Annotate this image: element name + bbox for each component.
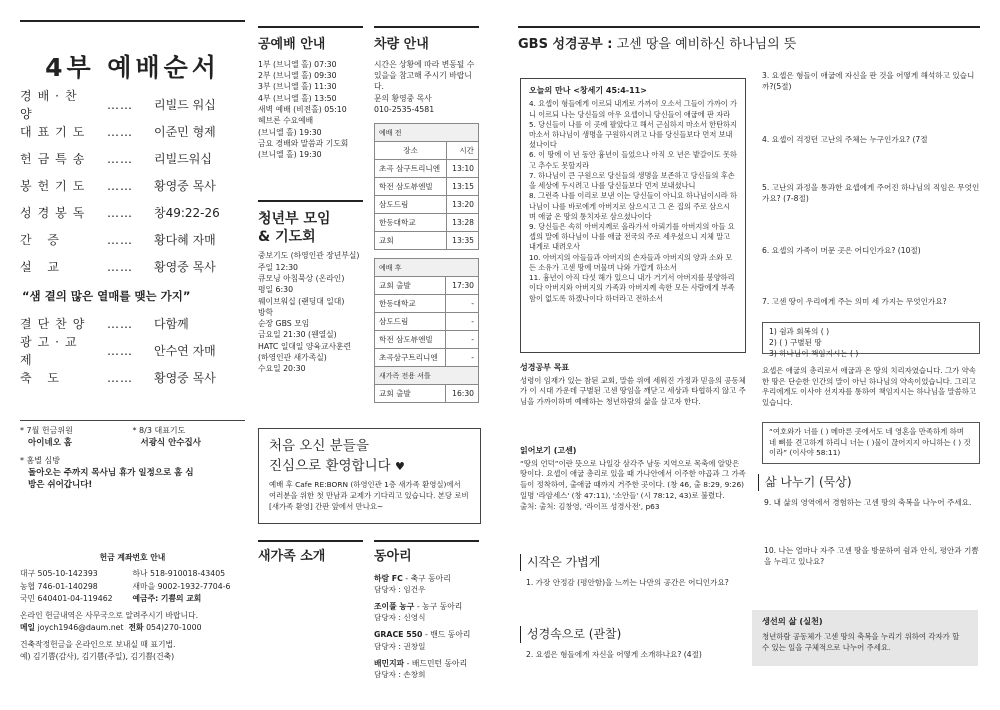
further-body: “땅의 언덕”이란 뜻으로 나일강 삼각주 남동 지역으로 목축에 알맞은 땅이다. 요셉이 애굽 총리로 있을 때 가나안에서 이주한 야곱과 그 가족들이 정착하여, 출애굽 때까지 거주한 곳이다. (창 46, 출 8:29, 9:26) 일명 '라암세스' (창 47:11), '소안들' (시 78:12, 43)로 불렸다. — [520, 458, 746, 500]
verse: 8. 그런즉 나를 이리로 보낸 이는 당신들이 아니요 하나님이시라 하나님이 나를 바로에게 아버지로 삼으시고 그 온 집의 주로 삼으시며 애굽 온 땅의 통치자로 삼으셨나이다 — [529, 191, 737, 221]
question: 5. 고난의 과정을 통과한 요셉에게 주어진 하나님의 직임은 무엇인가요? (7-8절) — [762, 183, 980, 203]
goal-body: 성령이 임재가 있는 참된 교회, 말씀 위에 세워진 가정과 믿음의 공동체가 이 시대 가운데 구별된 고센 땅임을 깨닫고 세상과 타협하지 않고 주님을 가까이하며 예배하는 청년하람의 삶을 살고자 한다. — [520, 375, 746, 407]
table-caption: 예배 후 — [375, 259, 479, 277]
order-row — [20, 119, 245, 146]
bank-account: 국민 640401-04-119462 — [20, 594, 113, 604]
account-holder: 예금주: 기쁨의 교회 — [132, 594, 202, 604]
club-desc: - 배드민턴 동아리 — [404, 658, 468, 668]
club-title: 동아리 — [374, 549, 412, 564]
verse: 4. 요셉이 형들에게 이르되 내게로 가까이 오소서 그들이 가까이 가니 이르되 나는 당신들의 아우 요셉이니 당신들이 애굽에 판 자라 — [529, 99, 737, 119]
table-row — [375, 160, 479, 178]
youth-item: 금요일 21:30 (웬열실) — [258, 330, 337, 340]
scripture-quote: “여호와가 너를 ( ) 메마른 곳에서도 네 영혼을 만족하게 하며 네 뼈를 견고하게 하리니 너는 ( )물이 끊어지지 아니하는 ( ) 것이라” (이사야 58:11) — [762, 422, 980, 464]
club-desc: - 농구 동아리 — [414, 602, 463, 612]
table-cell: 학전 삼도뷰엔빌 — [375, 331, 446, 349]
order-value: 창49:22-26 — [154, 205, 220, 220]
club-item — [374, 601, 479, 612]
order-rows — [20, 89, 245, 281]
shuttle-phone: 010-2535-4581 — [374, 105, 435, 115]
reading-title: 오늘의 만나 <창세기 45:4-11> — [529, 86, 647, 95]
table-cell: 13:35 — [447, 232, 479, 250]
table-cell: 삼도드림 — [375, 196, 447, 214]
youth-item: 웨이브워십 (랜딩대 일대) — [258, 296, 345, 306]
verse: 10. 아버지의 아들들과 아버지의 손자들과 아버지의 양과 소와 모든 소유가 고센 땅에 머물며 나와 가깝게 하소서 — [529, 252, 733, 272]
order-row — [20, 335, 245, 367]
order-label: 축 도 — [20, 370, 65, 385]
life-sharing — [758, 474, 980, 567]
practice-box — [752, 610, 978, 666]
bank-account: 대구 505-10-142393 — [20, 569, 98, 579]
note-label: * 8/3 대표기도 — [132, 426, 186, 435]
goal-title: 성경공부 목표 — [520, 363, 570, 372]
table-cell: 한동대학교 — [375, 214, 447, 232]
table-row — [375, 232, 479, 250]
youth-item: 주일 12:30 — [258, 262, 299, 272]
youth-item: 중보기도 (하영인관 장년부실) — [258, 251, 360, 261]
schedule-row: (브니엘 홀) 19:30 — [258, 127, 322, 137]
shuttle-title: 차량 안내 — [374, 37, 429, 52]
youth-item: 순장 GBS 모임 — [258, 319, 310, 329]
order-label: 경배·찬양 — [20, 89, 83, 121]
bank-info — [20, 552, 245, 664]
table-cell: 교회 — [375, 232, 447, 250]
schedule-row: 헤브론 수요예배 — [258, 116, 314, 126]
note-label: * 7월 헌금위원 — [20, 426, 73, 435]
worship-schedule — [258, 26, 363, 161]
shuttle-before-table — [374, 123, 479, 250]
youth-item: HATC 일대일 양육교사훈련 — [258, 341, 352, 351]
order-row — [20, 146, 245, 173]
announcement-notes — [20, 420, 245, 491]
gbs-subject: 고센 땅을 예비하신 하나님의 뜻 — [612, 37, 797, 52]
choice: 2) ( ) 구별된 땅 — [769, 338, 822, 347]
schedule-row: 새벽 예배 (비전홀) 05:10 — [258, 105, 347, 115]
tel-number: 054)270-1000 — [146, 623, 202, 633]
welcome-box — [258, 428, 481, 524]
youth-title-line: & 기도회 — [258, 229, 316, 246]
welcome-line: 처음 오신 분들을 — [269, 438, 369, 454]
bank-account: 농협 746-01-140298 — [20, 581, 98, 591]
observation-section — [520, 626, 746, 660]
club-desc: - 밴드 동아리 — [422, 630, 471, 640]
order-row — [20, 173, 245, 200]
order-label: 광고·교제 — [20, 335, 83, 367]
further-title: 읽어보기 (고센) — [520, 446, 577, 455]
order-dots: …… — [107, 151, 133, 166]
practice-title: 생선의 삶 (실천) — [762, 616, 823, 626]
question: 2. 요셉은 형들에게 자신을 어떻게 소개하나요? (4절) — [526, 650, 702, 660]
youth-item: 큐모닝 아침묵상 (온라인) — [258, 273, 345, 283]
club-desc: - 축구 동아리 — [402, 573, 451, 583]
tel-label: 전화 — [128, 623, 144, 633]
club-leader: 담당자 : 신영식 — [374, 613, 426, 623]
observation-title: 성경속으로 (관찰) — [520, 626, 746, 643]
blank-choices — [762, 322, 980, 358]
table-cell: 교회 출발 — [375, 277, 446, 295]
heart-icon: ♥ — [394, 459, 405, 473]
bank-contact — [20, 622, 245, 634]
question: 3. 요셉은 형들이 애굽에 자신을 판 것을 어떻게 해석하고 있습니까?(5절) — [762, 71, 975, 91]
order-row — [20, 227, 245, 254]
order-dots: …… — [107, 316, 133, 331]
club-leader: 담당자 : 임건우 — [374, 585, 426, 595]
order-value: 이준민 형제 — [154, 124, 216, 139]
order-dots: …… — [107, 343, 133, 358]
club-name: 조이풀 농구 — [374, 602, 415, 612]
order-row — [20, 254, 245, 281]
order-row — [20, 89, 245, 121]
club-name: 배민지파 — [374, 658, 405, 668]
mail-label: 메일 — [20, 623, 36, 633]
scripture-reading — [520, 78, 746, 353]
bank-account: 하나 518-910018-43405 — [132, 569, 226, 579]
order-value: 황영중 목사 — [154, 259, 216, 274]
table-cell: 13:28 — [447, 214, 479, 232]
order-label: 결단찬양 — [20, 316, 91, 331]
worship-order — [20, 20, 245, 392]
warmup-section — [520, 554, 746, 588]
further-reading — [520, 445, 746, 512]
order-value: 황다혜 자매 — [154, 232, 216, 247]
note-value: 서광식 안수집사 — [140, 437, 201, 448]
shuttle-contact: 문의 황영중 목사 — [374, 93, 432, 103]
club-leader: 담당자 : 손창희 — [374, 670, 426, 680]
youth-title-line: 청년부 모임 — [258, 211, 331, 227]
table-cell: 삼도드림 — [375, 313, 446, 331]
gbs-header — [518, 26, 980, 55]
youth-item: 평일 6:30 — [258, 285, 294, 295]
shuttle-after-table — [374, 258, 479, 403]
practice-body: 청년하람 공동체가 고센 땅의 축복을 누리기 위하여 각자가 할 수 있는 일을 구체적으로 나누어 주세요. — [762, 631, 960, 652]
bank-note: 온라인 헌금내역은 사무국으로 알려주시기 바랍니다. — [20, 610, 199, 620]
order-value: 안수연 자매 — [154, 343, 216, 358]
table-cell: 17:30 — [446, 277, 479, 295]
order-dots: …… — [107, 97, 133, 112]
table-cell: 초곡 삼구트리니엔 — [375, 160, 447, 178]
order-label: 간 증 — [20, 232, 65, 247]
warmup-title: 시작은 가볍게 — [520, 554, 746, 571]
order-label: 봉헌기도 — [20, 178, 91, 193]
further-source: 출처: 출처: 김창영, '라이프 성경사전', p63 — [520, 501, 660, 511]
club-name: GRACE 550 — [374, 630, 423, 640]
note-label: * 홈별 심방 — [20, 455, 60, 465]
youth-item: 수요일 20:30 — [258, 364, 306, 374]
verse: 9. 당신들은 속히 아버지께로 올라가서 아뢰기를 아버지의 아들 요셉의 말에 하나님이 나를 애굽 전국의 주로 세우셨으니 지체 말고 내게로 내려오사 — [529, 221, 735, 252]
table-cell: 학전 삼도뷰엔빌 — [375, 178, 447, 196]
new-family-section — [258, 540, 363, 571]
youth-item: (하영인관 새가족실) — [258, 353, 327, 363]
youth-meetings — [258, 200, 363, 375]
shuttle-desc: 있을을 참고해 주시기 바랍니다. — [374, 71, 472, 92]
schedule-row: 1부 (브니엘 홀) 07:30 — [258, 59, 337, 69]
schedule-row: 3부 (브니엘 홀) 11:30 — [258, 82, 337, 92]
mail-address[interactable]: joych1946@daum.net — [37, 623, 124, 633]
table-cell: 16:30 — [446, 385, 479, 403]
question: 4. 요셉이 걱정던 고난의 주체는 누구인가요? (7절 — [762, 135, 928, 144]
order-label: 헌금특송 — [20, 151, 91, 166]
order-rows-after — [20, 311, 245, 392]
order-value: 리빌드 워십 — [154, 97, 216, 112]
order-dots: …… — [107, 232, 133, 247]
note-value: 돌아오는 주까지 목사님 휴가 일정으로 홈 심방은 쉬어갑니다! — [28, 467, 194, 490]
verse: 6. 이 땅에 이 년 동안 흉년이 들었으나 아직 오 년은 밭갈이도 못하고 추수도 못할지라 — [529, 150, 737, 170]
club-item — [374, 629, 479, 640]
order-value: 리빌드워십 — [154, 151, 212, 166]
shuttle-info — [374, 26, 479, 403]
table-cell: 13:20 — [447, 196, 479, 214]
verse: 11. 흉년이 아직 다섯 해가 있으니 내가 거기서 아버지를 봉양하리이다 아버지와 아버지의 가족과 아버지께 속한 모든 사람에게 부족함이 없도록 하겠나이다 하더라고 전하소서 — [529, 273, 735, 303]
bank-note: 예) 김기쁨(감사), 김기쁨(주일), 김기쁨(건축) — [20, 652, 175, 662]
order-label: 설 교 — [20, 259, 65, 274]
welcome-line: 진심으로 환영합니다 — [269, 457, 391, 474]
youth-items — [258, 250, 363, 374]
table-cell: 한동대학교 — [375, 295, 446, 313]
table-caption: 예배 전 — [375, 124, 479, 142]
order-dots: …… — [107, 370, 133, 385]
order-label: 대표기도 — [20, 124, 91, 139]
table-caption: 새가족 전용 셔틀 — [375, 367, 479, 385]
order-dots: …… — [107, 178, 133, 193]
question: 7. 고센 땅이 우리에게 주는 의미 세 가지는 무엇인가요? — [762, 297, 947, 306]
verse-list — [529, 99, 737, 303]
order-row — [20, 365, 245, 392]
club-section — [374, 540, 479, 680]
life-title: 삶 나누기 (묵상) — [758, 474, 980, 491]
question: 9. 내 삶의 영역에서 경험하는 고센 땅의 축복을 나누어 주세요. — [764, 498, 972, 508]
new-family-title: 새가족 소개 — [258, 549, 326, 564]
table-row — [375, 196, 479, 214]
club-item — [374, 658, 479, 669]
schedule-row: 금요 경배와 말씀과 기도회 — [258, 138, 349, 148]
gbs-label: GBS 성경공부 : — [518, 37, 613, 52]
order-dots: …… — [107, 205, 133, 220]
bank-note: 건축작정헌금을 온라인으로 보내실 때 표기법. — [20, 639, 176, 649]
sermon-title: “샘 곁의 많은 열매를 맺는 가지” — [22, 288, 191, 303]
shuttle-desc: 시간은 상황에 따라 변동될 수 — [374, 59, 475, 69]
verse: 5. 당신들이 나를 이 곳에 팔았다고 해서 근심하지 마소서 한탄하지 마소서 하나님이 생명을 구원하시려고 나를 당신들보다 먼저 보내셨나이다 — [529, 119, 737, 150]
note-value: 아이네오 홈 — [28, 437, 73, 448]
table-cell: 교회 출발 — [375, 385, 446, 403]
schedule-row: 4부 (브니엘 홀) 13:50 — [258, 93, 337, 103]
order-label: 성경봉독 — [20, 205, 91, 220]
order-row — [20, 200, 245, 227]
table-row — [375, 178, 479, 196]
worship-schedule-rows — [258, 59, 363, 161]
schedule-row: (브니엘 홀) 19:30 — [258, 150, 322, 160]
table-row — [375, 214, 479, 232]
order-value: 황영중 목사 — [154, 370, 216, 385]
choice: 3) 하나님이 책임지시는 ( ) — [769, 349, 859, 358]
table-cell: - — [446, 295, 479, 313]
order-dots: …… — [107, 259, 133, 274]
table-row — [375, 349, 479, 367]
welcome-heading — [269, 437, 470, 476]
col-header: 시간 — [447, 142, 479, 160]
youth-title — [258, 210, 363, 246]
youth-item: 방학 — [258, 307, 274, 317]
table-cell: - — [446, 349, 479, 367]
club-leader: 담당자 : 권창일 — [374, 641, 426, 651]
worship-schedule-title: 공예배 안내 — [258, 37, 326, 52]
table-row — [375, 295, 479, 313]
question: 6. 요셉의 가족이 머문 곳은 어디인가요? (10절) — [762, 246, 921, 255]
order-value: 다함께 — [154, 316, 189, 331]
question: 10. 나는 얼마나 자주 고센 땅을 방문하여 쉼과 안식, 평안과 기쁨을 누리고 있나요? — [764, 546, 979, 567]
table-cell: 13:10 — [447, 160, 479, 178]
club-list — [374, 573, 479, 680]
table-cell: - — [446, 313, 479, 331]
question: 1. 가장 안정감 (평안함)을 느끼는 나만의 공간은 어디인가요? — [526, 578, 729, 588]
table-row — [375, 277, 479, 295]
schedule-row: 2부 (브니엘 홀) 09:30 — [258, 71, 337, 81]
study-goal — [520, 362, 746, 408]
club-name: 하람 FC — [374, 573, 403, 583]
col-header: 장소 — [375, 142, 447, 160]
table-row — [375, 313, 479, 331]
table-cell: 초곡삼구트리니엔 — [375, 349, 446, 367]
order-dots: …… — [107, 124, 133, 139]
verse: 7. 하나님이 큰 구원으로 당신들의 생명을 보존하고 당신들의 후손을 세상에 두시려고 나를 당신들보다 먼저 보내셨나니 — [529, 170, 735, 191]
table-cell: - — [446, 331, 479, 349]
bank-title: 헌금 계좌번호 안내 — [99, 553, 166, 562]
bank-account: 새마을 9002-1932-7704-6 — [132, 581, 231, 591]
order-value: 황영중 목사 — [154, 178, 216, 193]
welcome-body: 예배 후 Cafe RE:BORN (하영인관 1층 새가족 환영실)에서 여러분을 위한 첫 만남과 교제가 기다리고 있습니다. 본당 로비 [새가족 환영] 간판 앞에서 만나요~ — [269, 480, 469, 511]
worship-order-title: 4부 예배순서 — [45, 53, 220, 82]
club-item — [374, 573, 479, 584]
table-cell: 13:15 — [447, 178, 479, 196]
table-row — [375, 331, 479, 349]
interpretation: 요셉은 애굽의 총리로서 애굽과 온 땅의 치리자였습니다. 그가 약속한 땅은 단순한 인간의 말이 아닌 하나님의 약속이었습니다. 그리고 우리에게도 이사야 선지자를 통하여 책임지시는 하나님을 말씀하고 있습니다. — [762, 366, 977, 408]
choice: 1) 쉼과 회복의 ( ) — [769, 327, 830, 336]
